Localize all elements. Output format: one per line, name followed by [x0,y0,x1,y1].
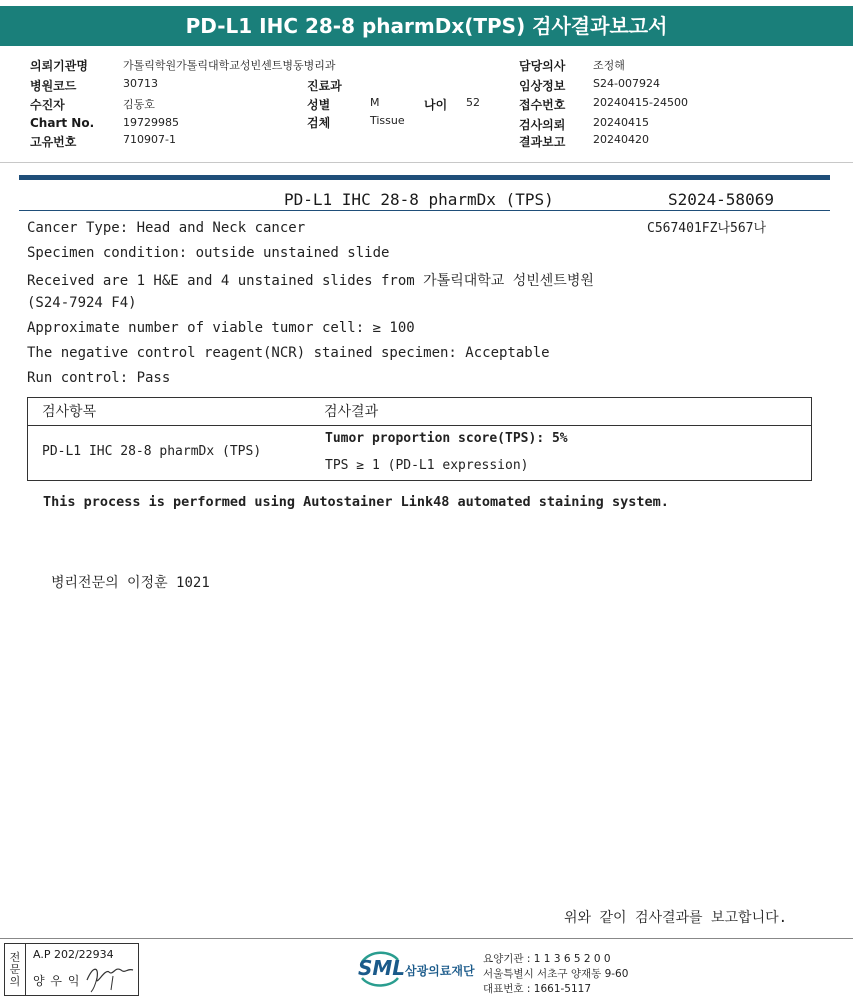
specimen-label: 검체 [307,116,331,130]
age-value: 52 [466,96,480,109]
report-date-value: 20240420 [593,133,649,146]
closing-statement: 위와 같이 검사결과를 보고합니다. [564,910,788,926]
specialist-vertical-label [5,944,26,995]
chart-no-label: Chart No. [30,116,95,130]
ap-number: A.P 202/22934 [33,948,114,961]
table-item-cell: PD-L1 IHC 28-8 pharmDx (TPS) [42,444,262,459]
sex-value: M [370,96,380,109]
institution-value: 가톨릭학원가톨릭대학교성빈센트병동병리과 [123,59,336,72]
negative-control-line: The negative control reagent(NCR) stained specimen: Acceptable [27,345,550,361]
age-label: 나이 [424,98,448,112]
received-slides-line: Received are 1 H&E and 4 unstained slides from 가톨릭대학교 성빈센트병원 [27,273,594,289]
unique-number-value: 710907-1 [123,133,176,146]
sml-logo-text: SML [358,956,406,980]
sml-logo [356,948,406,988]
chart-no-value: 19729985 [123,116,179,129]
patient-value: 김동호 [123,98,155,111]
org-name: 삼광의료재단 [405,964,475,978]
specimen-id-line: (S24-7924 F4) [27,295,137,311]
report-title-rule [19,210,830,211]
table-header-result: 검사결과 [324,404,379,420]
footer-phone: 대표번호 : 1661-5117 [483,983,592,995]
pathologist-signature: 병리전문의 이정훈 1021 [51,575,210,591]
report-title: PD-L1 IHC 28-8 pharmDx (TPS) [284,190,554,209]
hospital-code-value: 30713 [123,77,158,90]
clinical-info-value: S24-007924 [593,77,660,90]
institution-label: 의뢰기관명 [30,59,88,73]
table-header-item: 검사항목 [42,404,97,420]
receipt-number-value: 20240415-24500 [593,96,688,109]
report-number: S2024-58069 [668,190,774,209]
specimen-value: Tissue [370,114,405,127]
vertical-char-1: 전 [9,950,21,964]
process-note: This process is performed using Autostainer Link48 automated staining system. [43,494,669,510]
results-table [27,397,812,481]
table-result-expression: TPS ≥ 1 (PD-L1 expression) [325,458,529,473]
report-top-rule [19,175,830,180]
doctor-label: 담당의사 [519,59,566,73]
vertical-char-2: 문 [9,962,21,976]
run-control-line: Run control: Pass [27,370,171,386]
hospital-code-label: 병원코드 [30,79,77,93]
footer-divider [0,938,853,939]
footer-address: 서울특별시 서초구 양재동 9-60 [483,968,629,980]
vertical-char-3: 의 [9,974,21,988]
receipt-number-label: 접수번호 [519,98,566,112]
specimen-condition-line: Specimen condition: outside unstained slide [27,245,390,261]
clinical-info-label: 임상정보 [519,79,566,93]
sex-label: 성별 [307,98,331,112]
report-title-bar [0,6,853,46]
table-result-score: Tumor proportion score(TPS): 5% [325,431,568,446]
header-divider [0,162,853,163]
specialist-box [4,943,139,996]
table-header-divider [28,425,811,426]
request-date-label: 검사의뢰 [519,118,566,132]
request-date-value: 20240415 [593,116,649,129]
document-title: PD-L1 IHC 28-8 pharmDx(TPS) 검사결과보고서 [185,14,668,38]
department-label: 진료과 [307,79,342,93]
signer-name: 양 우 익 [33,974,81,988]
cancer-type-line: Cancer Type: Head and Neck cancer [27,220,306,236]
patient-label: 수진자 [30,98,65,112]
doctor-value: 조정해 [593,59,625,72]
report-code: C567401FZ나567나 [647,221,767,236]
footer-institution-code: 요양기관 : 1 1 3 6 5 2 0 0 [483,953,611,965]
handwritten-signature [83,958,139,994]
viable-tumor-line: Approximate number of viable tumor cell: ≥ 100 [27,320,415,336]
unique-number-label: 고유번호 [30,135,77,149]
report-date-label: 결과보고 [519,135,566,149]
